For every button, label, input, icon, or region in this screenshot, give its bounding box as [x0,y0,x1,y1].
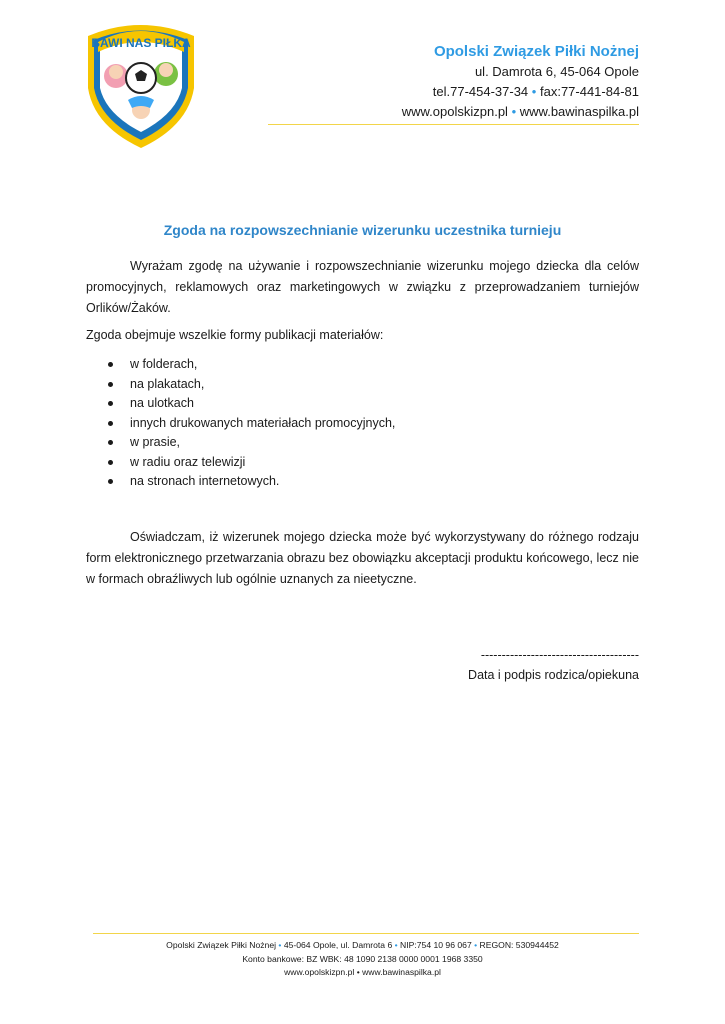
bullet-icon [108,440,113,445]
bullet-icon [108,460,113,465]
footer-bank-account: Konto bankowe: BZ WBK: 48 1090 2138 0000 0001 1968 3350 [242,953,483,964]
fax-number: fax:77-441-84-81 [539,84,639,99]
separator-dot: • [474,940,478,950]
separator-dot: • [278,940,282,950]
footer-divider [93,933,639,934]
header-divider [268,124,639,125]
bullet-icon [108,421,113,426]
separator-dot: • [356,967,360,977]
organization-header [402,42,639,122]
phone-number: tel.77-454-37-34 [432,84,529,99]
list-item: w radiu oraz telewizji [108,453,395,473]
bullet-icon [108,382,113,387]
separator-dot: • [531,84,537,99]
website-link-bawinaspilka[interactable]: www.bawinaspilka.pl [362,967,441,977]
bullet-icon [108,401,113,406]
list-item: innych drukowanych materiałach promocyjnych, [108,414,395,434]
document-title: Zgoda na rozpowszechnianie wizerunku uczestnika turnieju [163,222,562,238]
list-item: w prasie, [108,433,395,453]
declaration-paragraph: Oświadczam, iż wizerunek mojego dziecka może być wykorzystywany do różnego rodzaju form elektronicznego przetwarzania obrazu bez obowiązku akceptacji produktu końcowego, lecz nie w formach obraźliwych lub ogólnie uznanych za nieetyczne. [86,530,639,586]
signature-label: Data i podpis rodzica/opiekuna [468,668,639,682]
signature-block [468,645,639,685]
organization-websites [402,102,639,122]
list-item: na plakatach, [108,375,395,395]
list-item: na stronach internetowych. [108,472,395,492]
separator-dot: • [394,940,398,950]
separator-dot: • [511,104,517,119]
scope-paragraph: Zgoda obejmuje wszelkie formy publikacji materiałów: [86,328,384,342]
organization-address: ul. Damrota 6, 45-064 Opole [474,64,639,79]
list-item: w folderach, [108,355,395,375]
logo [80,14,202,150]
website-link-bawinaspilka[interactable]: www.bawinaspilka.pl [519,104,639,119]
shield-logo-icon [80,14,202,150]
bullet-icon [108,362,113,367]
organization-name: Opolski Związek Piłki Nożnej [433,43,639,60]
consent-paragraph: Wyrażam zgodę na używanie i rozpowszechnianie wizerunku mojego dziecka dla celów promocyjnych, reklamowych oraz marketingowych w związku z przeprowadzaniem turniejów Orlików/Żaków. [86,259,639,315]
organization-phone-fax [402,82,639,102]
publication-forms-list [108,355,395,492]
website-link-opolskizpn[interactable]: www.opolskizpn.pl [284,967,355,977]
bullet-icon [108,479,113,484]
list-item: na ulotkach [108,394,395,414]
svg-text:BAWI NAS PIŁKA: BAWI NAS PIŁKA [91,36,191,50]
footer [0,939,725,980]
footer-line-organization: Opolski Związek Piłki Nożnej • 45-064 Opole, ul. Damrota 6 • NIP:754 10 96 067 • REGON: 530944452 [166,940,559,950]
signature-line: -------------------------------------- [480,648,639,662]
website-link-opolskizpn[interactable]: www.opolskizpn.pl [401,104,508,119]
footer-websites [0,966,725,980]
